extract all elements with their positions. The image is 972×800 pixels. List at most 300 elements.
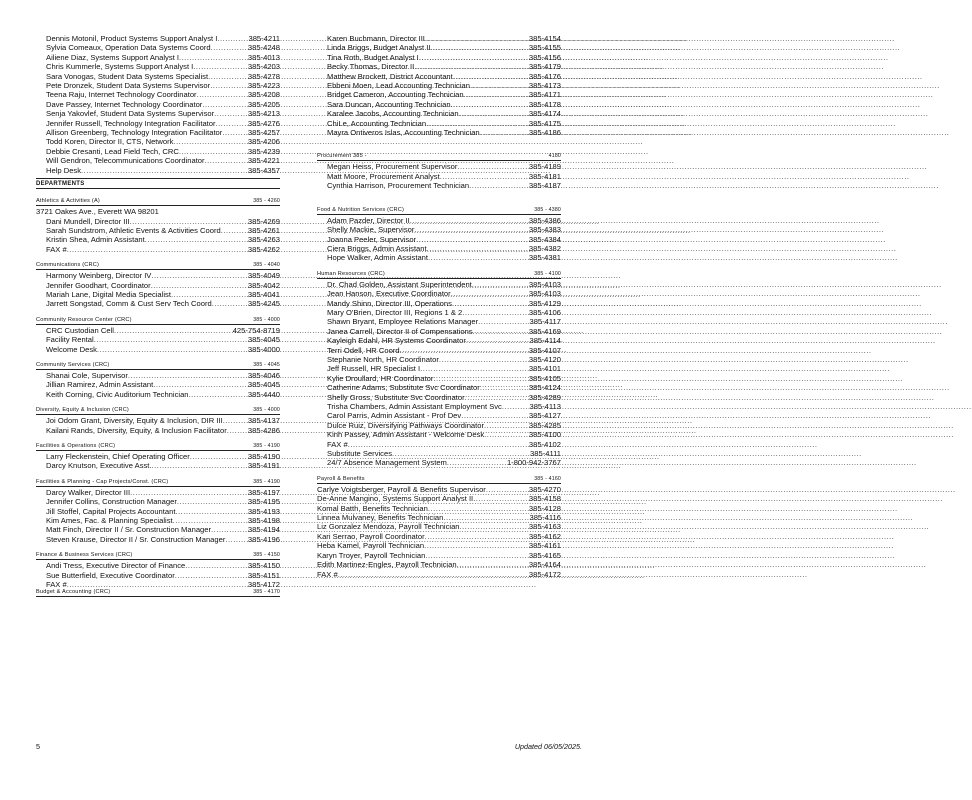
entry-phone: 385-4223 bbox=[247, 81, 280, 91]
entry-phone: 385-4261 bbox=[247, 225, 280, 235]
entry-phone: 385-4245 bbox=[247, 299, 280, 309]
dot-leader bbox=[151, 271, 248, 280]
athletics-address: 3721 Oakes Ave., Everett WA 98201 bbox=[36, 207, 159, 217]
entry-name: Debbie Cresanti, Lead Field Tech, CRC bbox=[46, 146, 179, 156]
entry-phone: 385-4165 bbox=[528, 550, 561, 560]
entry-name: Jennifer Collins, Construction Manager bbox=[46, 497, 177, 507]
dot-leader bbox=[480, 128, 529, 137]
directory-entry bbox=[317, 522, 561, 531]
directory-entry bbox=[36, 516, 280, 525]
entry-phone: 385-4102 bbox=[528, 439, 561, 449]
dot-leader bbox=[179, 53, 248, 62]
directory-entry bbox=[317, 299, 561, 308]
dot-leader bbox=[427, 244, 529, 253]
entry-phone: 385-4137 bbox=[247, 416, 280, 426]
dot-leader bbox=[459, 109, 529, 118]
facilities-planning-header: Facilities & Planning - Cap Projects/Const. (CRC) 385 - 4190 bbox=[36, 478, 280, 485]
directory-entry bbox=[317, 430, 561, 439]
updated-date: Updated 06/05/2025. bbox=[514, 742, 582, 751]
dei-list bbox=[36, 416, 280, 435]
entry-phone: 385-4158 bbox=[528, 494, 561, 504]
entry-name: Megan Heiss, Procurement Supervisor bbox=[327, 162, 458, 172]
directory-entry bbox=[317, 289, 561, 298]
directory-entry bbox=[317, 72, 561, 81]
entry-phone: 385-4151 bbox=[247, 570, 280, 580]
entry-name: Darcy Walker, Director III bbox=[46, 487, 131, 497]
directory-entry bbox=[317, 393, 561, 402]
entry-name: Karyn Troyer, Payroll Technician bbox=[317, 550, 426, 560]
entry-phone: 385-4045 bbox=[247, 335, 280, 345]
dot-leader bbox=[439, 355, 529, 364]
dot-leader bbox=[443, 513, 529, 522]
directory-entry bbox=[36, 345, 280, 354]
dot-leader bbox=[216, 119, 248, 128]
dot-leader bbox=[197, 90, 248, 99]
entry-name: Edith Martinez-Engles, Payroll Technician bbox=[317, 560, 457, 570]
dot-leader bbox=[425, 551, 529, 560]
entry-phone: 385-4154 bbox=[528, 34, 561, 43]
entry-name: Andi Tress, Executive Director of Finance bbox=[46, 561, 186, 571]
entry-phone: 385-4181 bbox=[528, 171, 561, 181]
entry-phone: 385-4169 bbox=[528, 326, 561, 336]
directory-entry bbox=[36, 507, 280, 516]
directory-entry bbox=[36, 119, 280, 128]
entry-name: Larry Fleckenstein, Chief Operating Officer bbox=[46, 452, 190, 461]
entry-name: CRC Custodian Cell bbox=[46, 325, 114, 335]
entry-phone: 385-4106 bbox=[528, 307, 561, 317]
dot-leader bbox=[457, 560, 529, 569]
dot-leader bbox=[212, 299, 248, 308]
entry-name: Mayra Ontiveros Islas, Accounting Technician bbox=[327, 128, 480, 138]
directory-entry bbox=[36, 34, 280, 43]
entry-name: Chris Kummerle, Systems Support Analyst I bbox=[46, 62, 194, 72]
communications-list bbox=[36, 271, 280, 309]
directory-entry bbox=[36, 81, 280, 90]
dot-leader bbox=[424, 541, 529, 550]
entry-phone: 385-4107 bbox=[528, 345, 561, 355]
directory-entry bbox=[36, 235, 280, 244]
entry-name: Shanai Cole, Supervisor bbox=[46, 370, 128, 380]
dot-leader bbox=[130, 217, 248, 226]
entry-phone: 385-4276 bbox=[247, 118, 280, 128]
entry-phone: 385-4270 bbox=[528, 484, 561, 494]
dot-leader bbox=[440, 172, 529, 181]
dot-leader bbox=[486, 485, 529, 494]
dot-leader bbox=[447, 458, 507, 467]
dot-leader bbox=[428, 504, 529, 513]
entry-phone: 385-4171 bbox=[528, 90, 561, 100]
dot-leader bbox=[175, 571, 248, 580]
directory-entry bbox=[317, 327, 561, 336]
directory-entry bbox=[317, 128, 561, 137]
entry-name: Bridget Cameron, Accounting Technician bbox=[327, 90, 464, 100]
entry-name: Facility Rental bbox=[46, 335, 94, 345]
dot-leader bbox=[426, 119, 529, 128]
directory-entry bbox=[36, 535, 280, 544]
directory-entry bbox=[36, 290, 280, 299]
dot-leader bbox=[464, 90, 529, 99]
entry-phone: 385-4111 bbox=[530, 449, 561, 459]
dot-leader bbox=[221, 226, 248, 235]
dot-leader bbox=[179, 147, 248, 156]
community-resource-list bbox=[36, 326, 280, 354]
facilities-planning-list bbox=[36, 488, 280, 544]
directory-entry bbox=[36, 561, 280, 570]
food-list bbox=[317, 216, 561, 263]
entry-phone: 385-4013 bbox=[247, 52, 280, 62]
entry-phone: 385-4178 bbox=[528, 99, 561, 109]
directory-entry bbox=[36, 390, 280, 399]
entry-name: Tina Roth, Budget Analyst I bbox=[327, 52, 419, 62]
entry-name: Komal Batth, Benefits Technician bbox=[317, 503, 428, 513]
directory-entry bbox=[317, 81, 561, 90]
entry-name: Allison Greenberg, Technology Integration Facilitator bbox=[46, 128, 223, 138]
entry-name: Sara Vonogas, Student Data Systems Specialist bbox=[46, 71, 209, 81]
entry-name: Substitute Services bbox=[327, 449, 392, 459]
entry-phone: 385-4173 bbox=[528, 81, 561, 91]
departments-divider bbox=[36, 178, 280, 179]
entry-name: Dr. Chad Golden, Assistant Superintendent bbox=[327, 279, 472, 289]
directory-entry bbox=[317, 308, 561, 317]
directory-entry bbox=[36, 497, 280, 506]
directory-entry bbox=[317, 374, 561, 383]
entry-phone: 385-4049 bbox=[247, 271, 280, 281]
directory-entry bbox=[317, 411, 561, 420]
entry-phone: 385-4124 bbox=[528, 383, 561, 393]
entry-name: Sara Duncan, Accounting Technician bbox=[327, 99, 451, 109]
directory-entry bbox=[317, 494, 561, 503]
directory-entry bbox=[36, 245, 280, 254]
entry-phone: 385-4386 bbox=[528, 215, 561, 225]
directory-entry bbox=[317, 62, 561, 71]
directory-entry bbox=[36, 380, 280, 389]
entry-name: Pete Dronzek, Student Data Systems Supervisor bbox=[46, 81, 211, 91]
entry-name: 24/7 Absence Management System bbox=[327, 458, 447, 468]
dot-leader bbox=[193, 62, 248, 71]
directory-entry bbox=[36, 128, 280, 137]
dot-leader bbox=[190, 452, 248, 461]
directory-entry bbox=[36, 166, 280, 175]
directory-entry bbox=[36, 371, 280, 380]
dot-leader bbox=[392, 449, 530, 458]
entry-phone: 385-4208 bbox=[247, 90, 280, 100]
entry-name: Janea Carrell, Director II of Compensations bbox=[327, 326, 473, 336]
entry-name: Jean Hanson, Executive Coordinator bbox=[327, 289, 451, 299]
directory-entry bbox=[36, 137, 280, 146]
dot-leader bbox=[452, 299, 529, 308]
entry-name: Jennifer Goodhart, Coordinator bbox=[46, 280, 151, 290]
dot-leader bbox=[173, 516, 248, 525]
directory-entry bbox=[317, 216, 561, 225]
hr-header: Human Resources (CRC) 385 - 4100 bbox=[317, 270, 561, 277]
entry-phone: 385-4196 bbox=[247, 534, 280, 544]
entry-name: Kailani Rands, Diversity, Equity, & Inclusion Facilitator bbox=[46, 425, 227, 435]
finance-list bbox=[36, 561, 280, 589]
dot-leader bbox=[211, 525, 248, 534]
departments-heading: DEPARTMENTS bbox=[36, 181, 280, 189]
entry-phone: 385-4194 bbox=[247, 525, 280, 535]
entry-name: Dulce Ruiz, Diversifying Pathways Coordinator bbox=[327, 420, 484, 430]
dot-leader bbox=[451, 100, 529, 109]
dot-leader bbox=[470, 81, 529, 90]
directory-entry bbox=[36, 525, 280, 534]
dei-header: Diversity, Equity & Inclusion (CRC) 385 - 4000 bbox=[36, 407, 280, 414]
dot-leader bbox=[425, 532, 529, 541]
entry-name: Jillian Ramirez, Admin Assistant bbox=[46, 380, 154, 390]
entry-name: Matthew Brockett, District Accountant bbox=[327, 71, 453, 81]
procurement-header: Procurement 385 - 4180 bbox=[317, 153, 561, 160]
entry-phone: 385-4205 bbox=[247, 99, 280, 109]
dot-leader bbox=[472, 280, 529, 289]
dot-leader bbox=[462, 308, 529, 317]
directory-entry bbox=[317, 53, 561, 62]
directory-entry bbox=[36, 217, 280, 226]
directory-entry bbox=[36, 488, 280, 497]
entry-name: Dave Passey, Internet Technology Coordinator bbox=[46, 99, 203, 109]
entry-name: Harmony Weinberg, Director IV bbox=[46, 271, 152, 281]
dot-leader bbox=[97, 345, 248, 354]
entry-name: Darcy Knutson, Executive Asst. bbox=[46, 461, 152, 471]
dot-leader bbox=[416, 235, 529, 244]
entry-name: Ailiene Diaz, Systems Support Analyst I bbox=[46, 52, 179, 62]
directory-entry bbox=[36, 72, 280, 81]
entry-phone: 385-4248 bbox=[247, 43, 280, 53]
entry-phone: 385-4186 bbox=[528, 128, 561, 138]
dot-leader bbox=[151, 281, 248, 290]
entry-phone: 385-4193 bbox=[247, 506, 280, 516]
dot-leader bbox=[189, 390, 248, 399]
directory-entry bbox=[317, 570, 561, 579]
entry-name: Jill Stoffel, Capital Projects Accountant bbox=[46, 506, 176, 516]
entry-name: Ciera Briggs, Admin Assistant bbox=[327, 243, 427, 253]
entry-name: Shawn Bryant, Employee Relations Manager bbox=[327, 317, 479, 327]
dot-leader bbox=[414, 62, 529, 71]
directory-entry bbox=[317, 402, 561, 411]
entry-phone: 385-4101 bbox=[528, 364, 561, 374]
directory-entry bbox=[36, 326, 280, 335]
dot-leader bbox=[451, 289, 529, 298]
entry-name: Matt Finch, Director II / Sr. Construction Manager bbox=[46, 525, 212, 535]
page-number: 5 bbox=[36, 742, 40, 751]
directory-entry bbox=[317, 364, 561, 373]
directory-entry bbox=[36, 156, 280, 165]
dot-leader bbox=[205, 156, 248, 165]
entry-phone: 385-4381 bbox=[528, 253, 561, 263]
dot-leader bbox=[410, 216, 529, 225]
entry-phone: 385-4129 bbox=[528, 298, 561, 308]
dot-leader bbox=[177, 497, 248, 506]
directory-entry bbox=[317, 34, 561, 43]
dot-leader bbox=[94, 335, 248, 344]
budget-accounting-list bbox=[317, 34, 561, 137]
directory-entry bbox=[317, 383, 561, 392]
entry-name: Sarah Sundstrom, Athletic Events & Activities Coord bbox=[46, 225, 221, 235]
dot-leader bbox=[152, 461, 248, 470]
entry-name: Mandy Shinn, Director III, Operations bbox=[327, 298, 452, 308]
entry-phone: 385-4156 bbox=[528, 52, 561, 62]
entry-phone: 385-4239 bbox=[247, 146, 280, 156]
tech-staff-list bbox=[36, 34, 280, 175]
facilities-ops-list bbox=[36, 452, 280, 471]
dot-leader bbox=[153, 380, 248, 389]
directory-entry bbox=[317, 119, 561, 128]
directory-entry bbox=[317, 541, 561, 550]
entry-phone: 385-4197 bbox=[247, 487, 280, 497]
entry-name: Terri Odell, HR Coord. bbox=[327, 345, 402, 355]
dot-leader bbox=[128, 371, 248, 380]
dot-leader bbox=[114, 326, 233, 335]
athletics-header: Athletics & Activities (A) 385 - 4260 bbox=[36, 198, 280, 205]
dot-leader bbox=[175, 507, 247, 516]
entry-name: De-Anne Mangino, Systems Support Analyst II bbox=[317, 494, 474, 504]
dot-leader bbox=[348, 440, 529, 449]
entry-name: Hope Walker, Admin Assistant bbox=[327, 253, 429, 263]
entry-phone: 385-4179 bbox=[528, 62, 561, 72]
entry-name: Dennis Motonil, Product Systems Support Analyst I bbox=[46, 34, 218, 43]
entry-phone: 385-4045 bbox=[247, 380, 280, 390]
dot-leader bbox=[480, 383, 529, 392]
directory-entry bbox=[317, 421, 561, 430]
entry-phone: 385-4221 bbox=[247, 156, 280, 166]
directory-entry bbox=[36, 461, 280, 470]
entry-name: Kinh Passey, Admin Assistant - Welcome Desk bbox=[327, 430, 485, 440]
dot-leader bbox=[420, 364, 529, 373]
dot-leader bbox=[173, 137, 247, 146]
entry-phone: 385-4120 bbox=[528, 354, 561, 364]
entry-name: FAX # bbox=[46, 244, 67, 254]
directory-entry bbox=[36, 53, 280, 62]
directory-entry bbox=[317, 253, 561, 262]
dot-leader bbox=[466, 336, 530, 345]
communications-header: Communications (CRC) 385 - 4040 bbox=[36, 262, 280, 269]
dot-leader bbox=[227, 426, 248, 435]
dot-leader bbox=[223, 416, 248, 425]
directory-entry bbox=[317, 181, 561, 190]
entry-phone: 385-4357 bbox=[247, 165, 280, 175]
dot-leader bbox=[461, 411, 529, 420]
entry-name: Senja Yakovlef, Student Data Systems Supervisor bbox=[46, 109, 215, 119]
dot-leader bbox=[185, 561, 248, 570]
directory-entry bbox=[36, 335, 280, 344]
dot-leader bbox=[484, 421, 529, 430]
directory-entry bbox=[317, 172, 561, 181]
entry-phone: 385-4174 bbox=[528, 109, 561, 119]
entry-phone: 385-4213 bbox=[247, 109, 280, 119]
dot-leader bbox=[402, 346, 529, 355]
directory-entry bbox=[317, 100, 561, 109]
entry-name: Karen Buchmann, Director III bbox=[327, 34, 425, 43]
entry-phone: 385-4103 bbox=[528, 279, 561, 289]
entry-name: Help Desk bbox=[46, 165, 82, 175]
entry-phone: 385-4046 bbox=[247, 370, 280, 380]
directory-entry bbox=[36, 147, 280, 156]
entry-phone: 385-4187 bbox=[528, 181, 561, 191]
entry-phone: 385-4000 bbox=[247, 344, 280, 354]
entry-name: FAX # bbox=[46, 580, 67, 590]
entry-name: Mariah Lane, Digital Media Specialist bbox=[46, 289, 171, 299]
entry-phone: 385-4172 bbox=[528, 569, 561, 579]
directory-entry bbox=[317, 336, 561, 345]
entry-name: Stephanie North, HR Coordinator bbox=[327, 354, 439, 364]
facilities-ops-header: Facilities & Operations (CRC) 385 - 4190 bbox=[36, 443, 280, 449]
entry-name: Cynthia Harrison, Procurement Technician bbox=[327, 181, 470, 191]
directory-entry bbox=[317, 458, 561, 467]
entry-name: Shelly Mackie, Supervisor bbox=[327, 225, 415, 235]
directory-entry bbox=[317, 504, 561, 513]
dot-leader bbox=[225, 535, 248, 544]
dot-leader bbox=[81, 166, 248, 175]
entry-phone: 385-4203 bbox=[247, 62, 280, 72]
entry-phone: 385-4257 bbox=[247, 128, 280, 138]
dot-leader bbox=[145, 235, 248, 244]
dot-leader bbox=[460, 522, 529, 531]
entry-phone: 385-4384 bbox=[528, 234, 561, 244]
entry-phone: 385-4263 bbox=[247, 235, 280, 245]
dot-leader bbox=[414, 225, 529, 234]
directory-entry bbox=[317, 90, 561, 99]
entry-name: Jennifer Russell, Technology Integration Facilitator bbox=[46, 118, 216, 128]
entry-phone: 385-4116 bbox=[529, 513, 561, 523]
entry-name: Carol Parris, Admin Assistant - Prof Dev bbox=[327, 411, 462, 421]
directory-entry bbox=[317, 513, 561, 522]
directory-entry bbox=[317, 449, 561, 458]
dot-leader bbox=[469, 181, 529, 190]
payroll-list bbox=[317, 485, 561, 579]
directory-entry bbox=[317, 346, 561, 355]
entry-phone: 385-4286 bbox=[247, 425, 280, 435]
entry-phone: 385-4278 bbox=[247, 71, 280, 81]
dot-leader bbox=[130, 488, 248, 497]
community-services-header: Community Services (CRC) 385 - 4045 bbox=[36, 361, 280, 368]
entry-name: FAX # bbox=[327, 439, 348, 449]
entry-phone: 385-4117 bbox=[529, 317, 561, 327]
dot-leader bbox=[67, 245, 248, 254]
dot-leader bbox=[222, 128, 248, 137]
directory-entry bbox=[317, 244, 561, 253]
entry-phone: 385-4191 bbox=[247, 461, 280, 471]
dot-leader bbox=[473, 494, 529, 503]
entry-phone: 385-4155 bbox=[528, 43, 561, 53]
budget-header: Budget & Accounting (CRC) 385 - 4170 bbox=[36, 589, 280, 596]
entry-name: Catherine Adams, Substitute Svc Coordinator bbox=[327, 383, 480, 393]
dot-leader bbox=[502, 402, 530, 411]
directory-entry bbox=[36, 62, 280, 71]
entry-name: Jeff Russell, HR Specialist I bbox=[327, 364, 421, 374]
entry-name: Kayleigh Edahl, HR Systems Coordinator bbox=[327, 336, 466, 346]
procurement-list bbox=[317, 162, 561, 190]
dot-leader bbox=[453, 72, 529, 81]
dot-leader bbox=[433, 374, 529, 383]
dot-leader bbox=[202, 100, 248, 109]
entry-name: Linda Briggs, Budget Analyst II bbox=[327, 43, 431, 53]
entry-phone: 385-4382 bbox=[528, 243, 561, 253]
entry-name: FAX # bbox=[317, 569, 338, 579]
entry-name: Jarrett Songstad, Comm & Cust Serv Tech Coord bbox=[46, 299, 212, 309]
directory-entry bbox=[317, 532, 561, 541]
directory-entry bbox=[36, 271, 280, 280]
dot-leader bbox=[210, 81, 248, 90]
directory-entry bbox=[36, 426, 280, 435]
dot-leader bbox=[214, 109, 248, 118]
entry-name: Keith Corning, Civic Auditorium Technician bbox=[46, 389, 189, 399]
entry-name: Mary O'Brien, Director III, Regions 1 & 2 bbox=[327, 307, 463, 317]
directory-entry bbox=[317, 225, 561, 234]
entry-name: Matt Moore, Procurement Analyst bbox=[327, 171, 440, 181]
entry-name: Liz Gonzalez Mendoza, Payroll Technician bbox=[317, 522, 460, 532]
entry-phone: 385-4127 bbox=[528, 411, 561, 421]
dot-leader bbox=[428, 253, 529, 262]
entry-name: Kim Ames, Fac. & Planning Specialist bbox=[46, 516, 173, 526]
